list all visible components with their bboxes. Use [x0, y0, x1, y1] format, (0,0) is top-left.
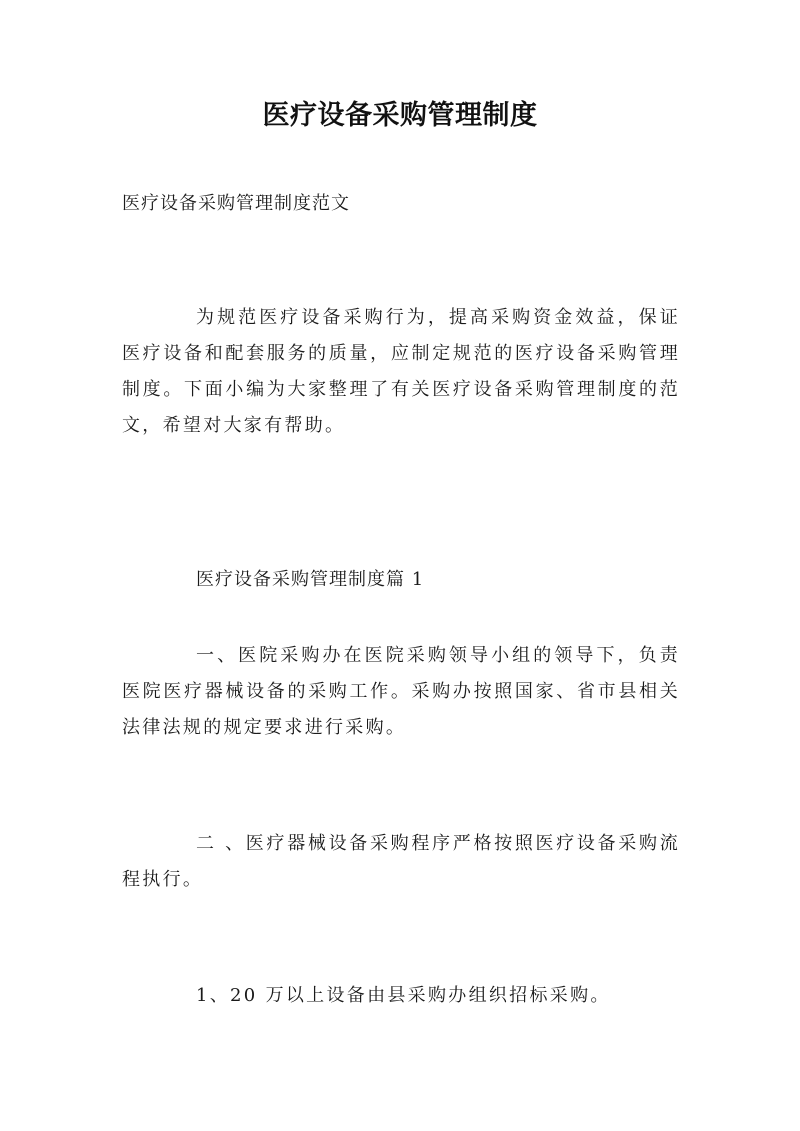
- paragraph-item-one: 一、医院采购办在医院采购领导小组的领导下，负责医院医疗器械设备的采购工作。采购办按照国家、省市县相关法律法规的规定要求进行采购。: [122, 645, 680, 738]
- section-heading-part1: 医疗设备采购管理制度篇 1: [196, 569, 425, 590]
- document-subtitle: 医疗设备采购管理制度范文: [122, 193, 350, 214]
- intro-paragraph: 为规范医疗设备采购行为，提高采购资金效益，保证医疗设备和配套服务的质量，应制定规范的医疗设备采购管理制度。下面小编为大家整理了有关医疗设备采购管理制度的范文，希望对大家有帮助。: [122, 307, 680, 436]
- paragraph-item-1: 1、20 万以上设备由县采购办组织招标采购。: [196, 985, 611, 1006]
- paragraph-item-two: 二 、医疗器械设备采购程序严格按照医疗设备采购流程执行。: [122, 833, 680, 890]
- document-title: 医疗设备采购管理制度: [262, 100, 538, 131]
